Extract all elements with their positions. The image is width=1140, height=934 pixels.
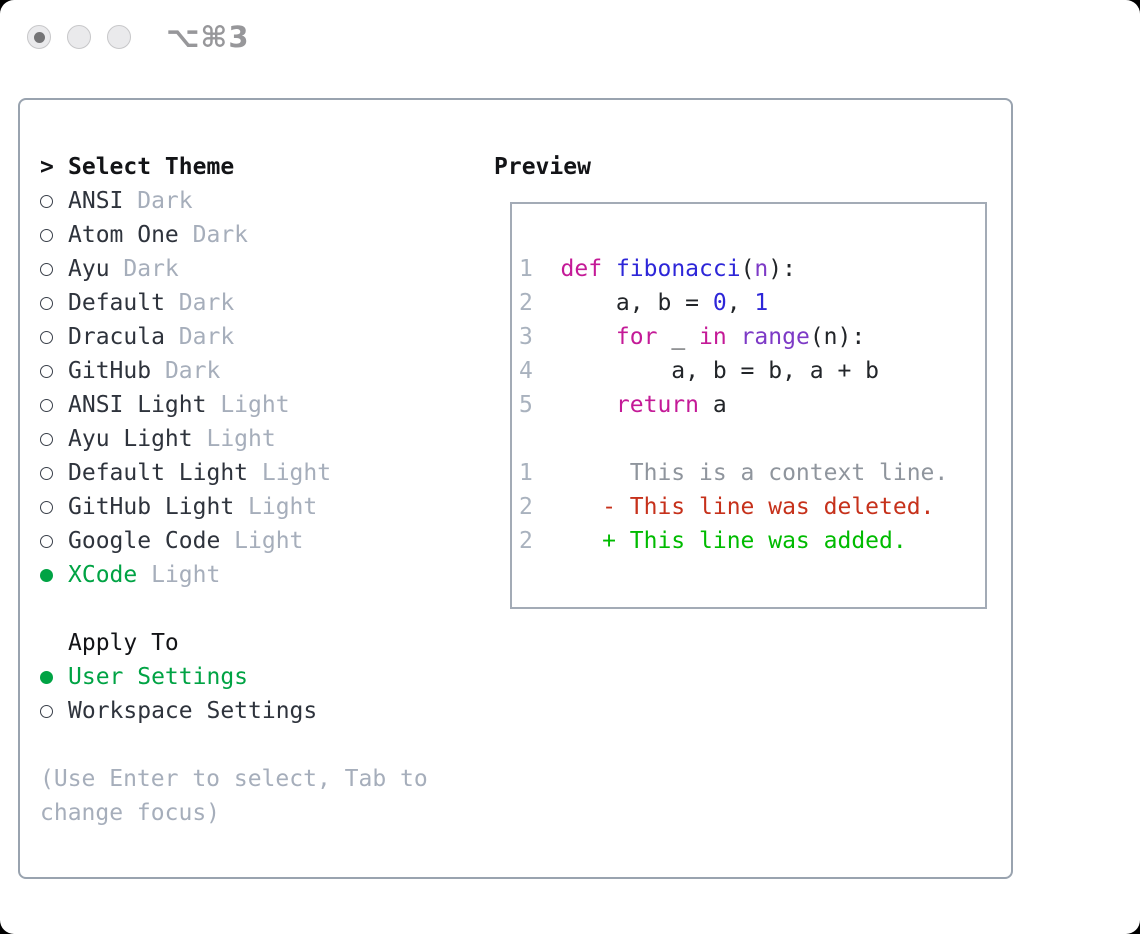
code-token: 1	[754, 290, 769, 316]
spacer	[40, 592, 428, 626]
code-line	[519, 490, 985, 524]
apply-to-header	[40, 626, 428, 660]
code-token: This is a context line.	[560, 460, 949, 486]
line-number: 5	[519, 392, 533, 418]
code-token: ,	[726, 290, 755, 316]
radio-icon	[40, 535, 68, 548]
radio-icon	[40, 263, 68, 276]
code-token: for	[615, 324, 658, 350]
close-button-dot	[34, 32, 45, 43]
zoom-button[interactable]	[107, 25, 131, 49]
code-token: a, b =	[560, 290, 713, 316]
theme-option[interactable]	[40, 490, 428, 524]
hint-line-2: change focus)	[40, 800, 221, 826]
theme-name: Atom One	[68, 222, 179, 248]
code-line	[519, 252, 985, 286]
code-token: + This line was added.	[560, 528, 907, 554]
theme-variant: Light	[220, 392, 290, 418]
theme-option[interactable]	[40, 422, 428, 456]
radio-icon	[40, 399, 68, 412]
theme-option[interactable]	[40, 354, 428, 388]
code-line	[519, 320, 985, 354]
radio-circle	[40, 569, 53, 582]
theme-option[interactable]	[40, 218, 428, 252]
theme-variant: Dark	[137, 188, 193, 214]
theme-option[interactable]	[40, 388, 428, 422]
code-token	[727, 324, 741, 350]
theme-name: Default Light	[68, 460, 249, 486]
theme-variant: Light	[248, 494, 318, 520]
theme-variant: Light	[234, 528, 304, 554]
preview-pane	[510, 202, 987, 609]
radio-icon	[40, 195, 68, 208]
radio-icon	[40, 229, 68, 242]
code-token	[561, 392, 616, 418]
code-token: a	[699, 392, 727, 418]
window-titlebar	[27, 25, 131, 49]
theme-name: Google Code	[68, 528, 221, 554]
apply-to-list	[40, 660, 428, 728]
radio-circle	[40, 195, 53, 208]
theme-variant: Dark	[178, 324, 235, 350]
radio-icon	[40, 433, 68, 446]
radio-selected-icon	[40, 671, 68, 684]
line-number: 3	[519, 324, 533, 350]
radio-icon	[40, 297, 68, 310]
radio-circle	[40, 331, 53, 344]
code-token: return	[615, 392, 700, 418]
code-token: def	[560, 256, 603, 282]
theme-list-column	[40, 150, 428, 830]
radio-icon	[40, 467, 68, 480]
radio-circle	[40, 501, 53, 514]
radio-icon	[40, 331, 68, 344]
preview-title: Preview	[494, 154, 591, 180]
code-token: 0	[712, 290, 727, 316]
minimize-button[interactable]	[67, 25, 91, 49]
code-token: ):	[768, 256, 796, 282]
code-token: (n):	[809, 324, 866, 350]
code-token: range	[740, 324, 810, 350]
theme-variant: Light	[206, 426, 276, 452]
radio-circle	[40, 365, 53, 378]
theme-name: ANSI	[68, 188, 124, 214]
code-line	[519, 286, 985, 320]
cursor-prefix: >	[40, 154, 54, 180]
theme-option[interactable]	[40, 456, 428, 490]
theme-option[interactable]	[40, 184, 428, 218]
code-token: fibonacci	[615, 256, 741, 282]
code-token	[602, 256, 616, 282]
radio-icon	[40, 705, 68, 718]
theme-option[interactable]	[40, 286, 428, 320]
apply-to-title: Apply To	[68, 630, 179, 656]
theme-name: Dracula	[68, 324, 165, 350]
code-token	[561, 324, 616, 350]
line-number: 2	[519, 494, 533, 520]
radio-circle	[40, 297, 53, 310]
apply-to-label: Workspace Settings	[68, 698, 318, 724]
hint-line-1: (Use Enter to select, Tab to	[40, 766, 428, 792]
spacer	[40, 728, 428, 762]
code-token: - This line was deleted.	[560, 494, 935, 520]
code-token: a, b = b, a + b	[560, 358, 880, 384]
apply-to-option[interactable]	[40, 694, 428, 728]
theme-variant: Dark	[123, 256, 179, 282]
radio-icon	[40, 501, 68, 514]
apply-to-option[interactable]	[40, 660, 428, 694]
radio-circle	[40, 399, 53, 412]
select-theme-header	[40, 150, 428, 184]
code-token: (	[740, 256, 755, 282]
radio-circle	[40, 535, 53, 548]
radio-circle	[40, 467, 53, 480]
line-number: 2	[519, 528, 533, 554]
code-line	[519, 524, 985, 558]
theme-name: XCode	[68, 562, 138, 588]
line-number: 4	[519, 358, 533, 384]
theme-variant: Light	[261, 460, 332, 486]
radio-circle	[40, 671, 53, 684]
code-block	[519, 252, 985, 558]
theme-selector-panel	[18, 98, 1013, 879]
line-number: 1	[519, 256, 533, 282]
theme-variant: Dark	[164, 358, 221, 384]
apply-to-label: User Settings	[68, 664, 249, 690]
theme-variant: Dark	[178, 290, 235, 316]
theme-name: Default	[68, 290, 165, 316]
radio-circle	[40, 263, 53, 276]
theme-variant: Light	[151, 562, 221, 588]
code-line	[519, 422, 985, 456]
theme-variant: Dark	[192, 222, 249, 248]
theme-option[interactable]	[40, 320, 428, 354]
line-number: 1	[519, 460, 533, 486]
code-token: in	[699, 324, 727, 350]
select-theme-title: Select Theme	[68, 154, 235, 180]
theme-name: Ayu	[68, 256, 110, 282]
theme-list	[40, 184, 428, 592]
code-line	[519, 456, 985, 490]
radio-circle	[40, 229, 53, 242]
theme-name: GitHub	[68, 358, 152, 384]
theme-name: ANSI Light	[68, 392, 207, 418]
radio-icon	[40, 365, 68, 378]
radio-selected-icon	[40, 569, 68, 582]
code-line	[519, 388, 985, 422]
code-line	[519, 354, 985, 388]
line-number: 2	[519, 290, 533, 316]
window-hotkey-label: ⌥⌘3	[166, 20, 250, 54]
radio-circle	[40, 705, 53, 718]
theme-option[interactable]	[40, 252, 428, 286]
theme-option[interactable]	[40, 558, 428, 592]
radio-circle	[40, 433, 53, 446]
close-button[interactable]	[27, 25, 51, 49]
theme-name: GitHub Light	[68, 494, 235, 520]
theme-name: Ayu Light	[68, 426, 193, 452]
code-token: _	[657, 324, 700, 350]
code-token: n	[754, 256, 769, 282]
theme-option[interactable]	[40, 524, 428, 558]
